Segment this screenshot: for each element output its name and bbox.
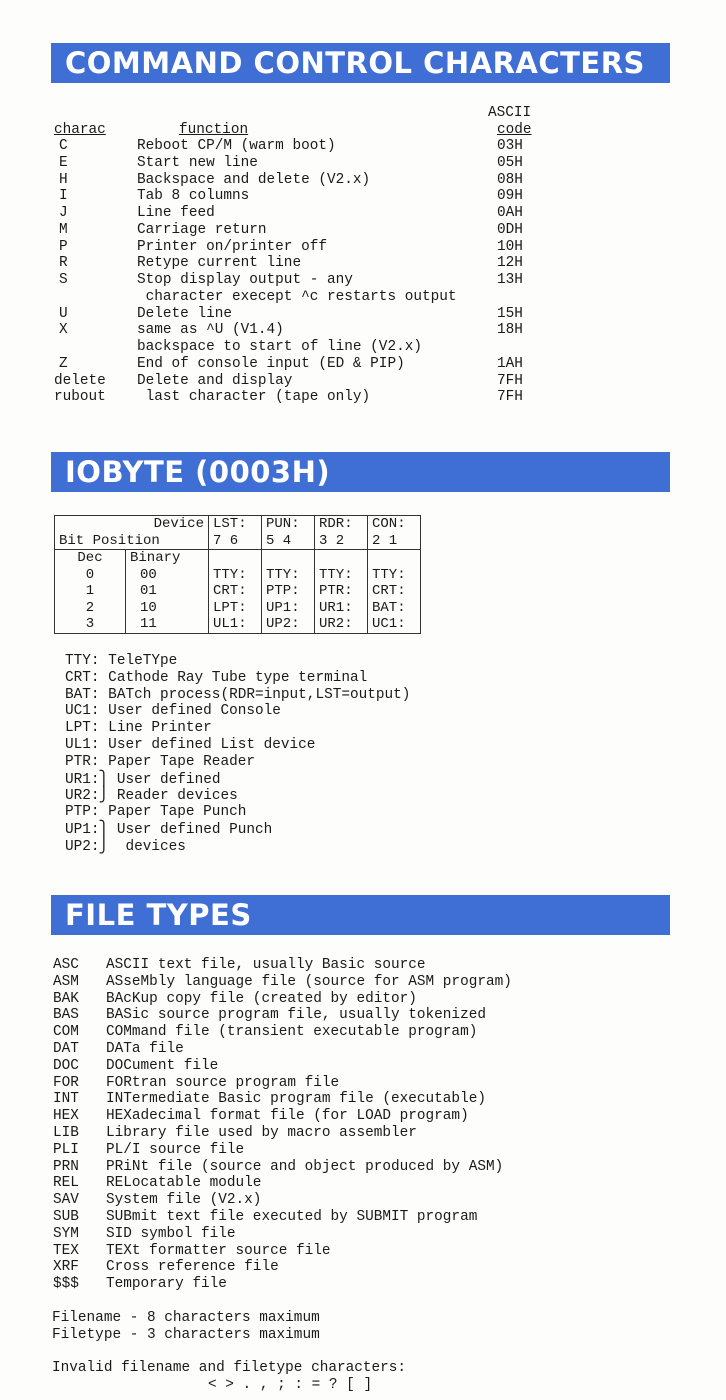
device-cell: TTY:: [209, 567, 262, 584]
con-header: CON:: [368, 516, 421, 533]
binary-cell: 10: [126, 600, 209, 617]
iobyte-row: [55, 567, 421, 584]
binary-cell: 00: [126, 567, 209, 584]
cc-code: 0AH: [497, 205, 523, 221]
cc-char: delete: [54, 372, 106, 389]
file-ext: FOR: [53, 1074, 79, 1091]
legend-line: UP1:⎫ User defined Punch: [65, 822, 273, 838]
iobyte-banner: IOBYTE (0003H): [51, 452, 670, 492]
file-ext: REL: [53, 1175, 79, 1192]
col-code-header: code: [497, 122, 532, 138]
binary-cell: 11: [126, 616, 209, 633]
command-control-banner: COMMAND CONTROL CHARACTERS: [51, 43, 670, 83]
file-ext: COM: [53, 1024, 79, 1041]
cc-code: 09H: [497, 188, 523, 205]
device-cell: UC1:: [368, 616, 421, 633]
file-ext: PRN: [53, 1158, 79, 1175]
file-ext: DOC: [53, 1057, 79, 1074]
file-desc: FORtran source program file: [106, 1074, 340, 1091]
file-ext: TEX: [53, 1242, 79, 1259]
legend-line: TTY: TeleTYpe: [65, 653, 178, 669]
file-ext: SUB: [53, 1209, 79, 1225]
cc-char: J: [59, 205, 68, 221]
file-ext: PLI: [53, 1141, 79, 1158]
col-charac-header: charac: [54, 122, 106, 138]
cc-code: 10H: [497, 238, 523, 255]
cc-function: Start new line: [137, 154, 258, 171]
cc-code: 15H: [497, 305, 523, 322]
iobyte-row: [55, 616, 421, 633]
cc-function: Retype current line: [137, 255, 302, 272]
file-ext: BAS: [53, 1007, 79, 1024]
file-ext: LIB: [53, 1125, 79, 1141]
cc-function: Tab 8 columns: [137, 188, 250, 205]
file-desc: PRiNt file (source and object produced by ASM): [106, 1158, 504, 1175]
dec-cell: 3: [55, 616, 126, 633]
cc-function: Delete line: [137, 305, 232, 322]
legend-line: UR1:⎫ User defined: [65, 771, 221, 788]
cc-function: character execept ^c restarts output: [137, 288, 457, 305]
file-desc: ASCII text file, usually Basic source: [106, 957, 426, 973]
device-cell: UL1:: [209, 616, 262, 633]
binary-cell: 01: [126, 583, 209, 600]
con-bits: 2 1: [368, 533, 421, 550]
rdr-bits: 3 2: [315, 533, 368, 550]
cc-code: 03H: [497, 138, 523, 154]
device-cell: UP2:: [262, 616, 315, 633]
lst-bits: 7 6: [209, 533, 262, 550]
cc-code: 18H: [497, 322, 523, 339]
file-desc: SUBmit text file executed by SUBMIT program: [106, 1209, 478, 1225]
file-ext: SAV: [53, 1192, 79, 1209]
dec-cell: 0: [55, 567, 126, 584]
iobyte-bitpos-row: [55, 533, 421, 550]
lst-header: LST:: [209, 516, 262, 533]
filename-note: Filename - 8 characters maximum: [52, 1310, 320, 1326]
filetype-note: Filetype - 3 characters maximum: [52, 1327, 320, 1343]
device-header: Device: [55, 516, 209, 533]
file-desc: RELocatable module: [106, 1175, 262, 1192]
pun-bits: 5 4: [262, 533, 315, 550]
legend-line: PTP: Paper Tape Punch: [65, 804, 247, 821]
cc-function: Reboot CP/M (warm boot): [137, 138, 336, 154]
dec-cell: 2: [55, 600, 126, 617]
iobyte-row: [55, 600, 421, 617]
cc-code: 1AH: [497, 355, 523, 372]
cc-code: 13H: [497, 272, 523, 288]
legend-line: LPT: Line Printer: [65, 720, 212, 737]
device-cell: UR2:: [315, 616, 368, 633]
dec-header: Dec: [55, 550, 126, 567]
device-cell: TTY:: [262, 567, 315, 584]
cc-char: C: [59, 138, 68, 154]
iobyte-table: [54, 515, 421, 634]
cc-char: E: [59, 154, 68, 171]
file-desc: PL/I source file: [106, 1141, 245, 1158]
cc-function: Line feed: [137, 205, 215, 221]
cc-char: M: [59, 221, 68, 238]
dec-cell: 1: [55, 583, 126, 600]
cc-char: rubout: [54, 389, 106, 406]
file-ext: XRF: [53, 1259, 79, 1276]
cc-char: Z: [59, 355, 68, 372]
cc-function: same as ^U (V1.4): [137, 322, 284, 339]
file-desc: BASic source program file, usually tokenized: [106, 1007, 486, 1024]
bit-position-header: Bit Position: [55, 533, 209, 550]
cc-char: P: [59, 238, 68, 255]
file-ext: $$$: [53, 1276, 79, 1293]
cc-function: backspace to start of line (V2.x): [137, 339, 422, 355]
cc-function: Stop display output - any: [137, 272, 353, 288]
legend-line: PTR: Paper Tape Reader: [65, 753, 255, 770]
file-desc: Temporary file: [106, 1276, 227, 1293]
legend-line: UL1: User defined List device: [65, 737, 316, 753]
file-desc: TEXt formatter source file: [106, 1242, 331, 1259]
file-desc: INTermediate Basic program file (executable): [106, 1091, 486, 1108]
file-desc: HEXadecimal format file (for LOAD program): [106, 1108, 469, 1125]
file-ext: INT: [53, 1091, 79, 1108]
cc-char: H: [59, 171, 68, 188]
cc-function: Delete and display: [137, 372, 293, 389]
cc-char: I: [59, 188, 68, 205]
file-desc: Library file used by macro assembler: [106, 1125, 417, 1141]
file-ext: ASC: [53, 957, 79, 973]
cc-function: last character (tape only): [137, 389, 371, 406]
cc-code: 12H: [497, 255, 523, 272]
ascii-header: ASCII: [488, 105, 532, 121]
cc-code: 08H: [497, 171, 523, 188]
cc-char: U: [59, 305, 68, 322]
file-ext: SYM: [53, 1225, 79, 1242]
legend-line: UR2:⎭ Reader devices: [65, 788, 238, 805]
cc-code: 0DH: [497, 221, 523, 238]
legend-line: UP2:⎭ devices: [65, 838, 186, 855]
file-types-banner: FILE TYPES: [51, 895, 670, 935]
device-cell: LPT:: [209, 600, 262, 617]
cc-char: S: [59, 272, 68, 288]
device-cell: UP1:: [262, 600, 315, 617]
invalid-chars: < > . , ; : = ? [ ]: [208, 1377, 373, 1393]
cc-code: 7FH: [497, 389, 523, 406]
file-ext: HEX: [53, 1108, 79, 1125]
device-cell: TTY:: [315, 567, 368, 584]
cc-char: X: [59, 322, 68, 339]
device-cell: UR1:: [315, 600, 368, 617]
binary-header: Binary: [126, 550, 209, 567]
file-desc: SID symbol file: [106, 1225, 236, 1242]
device-cell: PTP:: [262, 583, 315, 600]
cc-function: Backspace and delete (V2.x): [137, 171, 371, 188]
device-cell: CRT:: [209, 583, 262, 600]
rdr-header: RDR:: [315, 516, 368, 533]
cc-function: End of console input (ED & PIP): [137, 355, 405, 372]
legend-line: CRT: Cathode Ray Tube type terminal: [65, 669, 368, 686]
device-cell: CRT:: [368, 583, 421, 600]
legend-line: UC1: User defined Console: [65, 703, 281, 720]
cc-code: 05H: [497, 154, 523, 171]
iobyte-dec-bin-row: [55, 550, 421, 567]
file-desc: System file (V2.x): [106, 1192, 262, 1209]
file-ext: DAT: [53, 1041, 79, 1057]
col-function-header: function: [179, 122, 249, 138]
device-cell: PTR:: [315, 583, 368, 600]
file-desc: DATa file: [106, 1041, 184, 1057]
cc-char: R: [59, 255, 68, 272]
file-desc: BAcKup copy file (created by editor): [106, 990, 417, 1007]
iobyte-header-row: [55, 516, 421, 533]
file-desc: Cross reference file: [106, 1259, 279, 1276]
cc-function: Carriage return: [137, 221, 267, 238]
file-ext: ASM: [53, 973, 79, 990]
device-cell: BAT:: [368, 600, 421, 617]
cc-function: Printer on/printer off: [137, 238, 327, 255]
file-ext: BAK: [53, 990, 79, 1007]
device-cell: TTY:: [368, 567, 421, 584]
pun-header: PUN:: [262, 516, 315, 533]
iobyte-row: [55, 583, 421, 600]
file-desc: ASseMbly language file (source for ASM program): [106, 973, 512, 990]
legend-line: BAT: BATch process(RDR=input,LST=output): [65, 686, 411, 703]
cc-code: 7FH: [497, 372, 523, 389]
file-desc: DOCument file: [106, 1057, 219, 1074]
invalid-chars-label: Invalid filename and filetype characters:: [52, 1360, 407, 1376]
file-desc: COMmand file (transient executable program): [106, 1024, 478, 1041]
